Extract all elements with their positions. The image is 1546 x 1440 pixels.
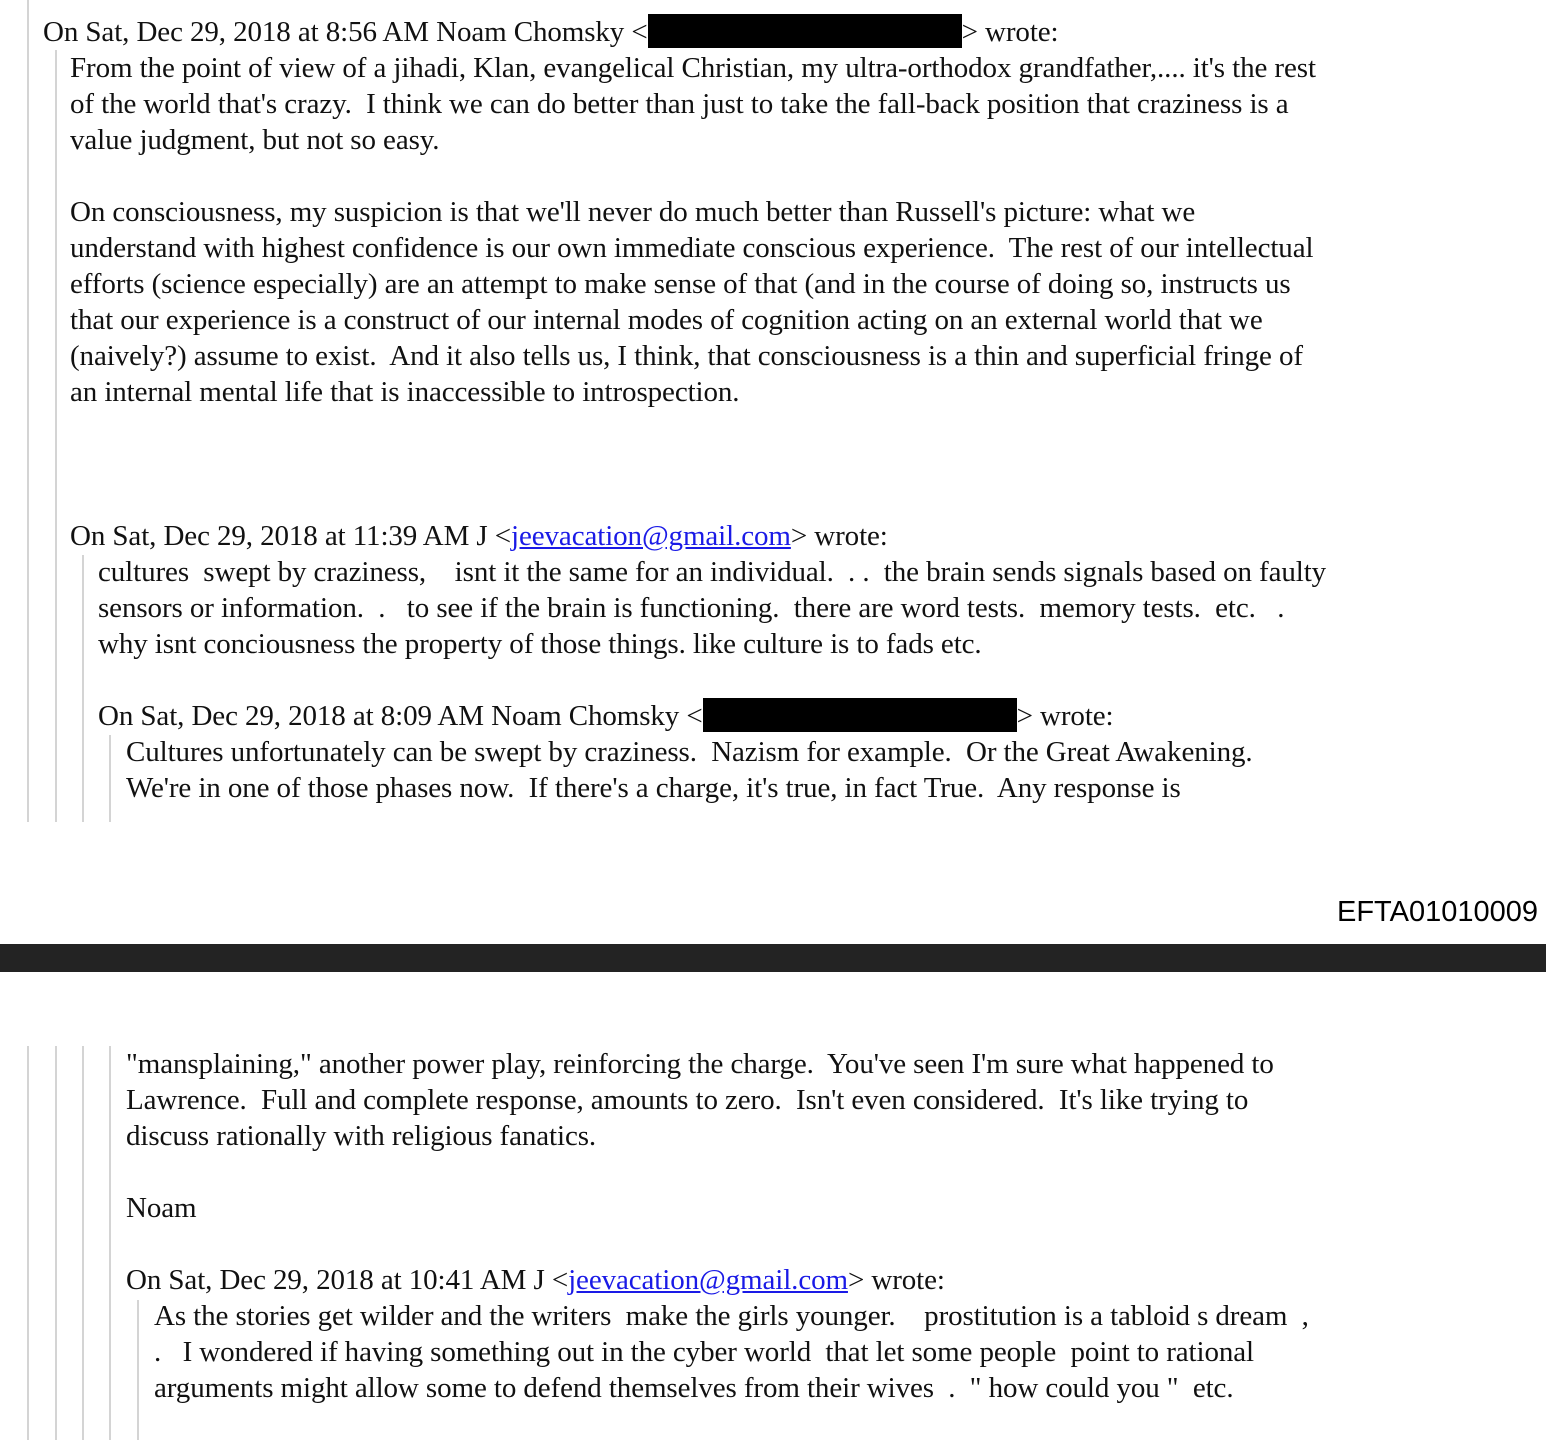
header-prefix: On Sat, Dec 29, 2018 at 11:39 AM J < <box>70 520 512 552</box>
body-line: value judgment, but not so easy. <box>70 124 440 156</box>
quote-bar <box>82 555 84 822</box>
body-line: an internal mental life that is inaccessible to introspection. <box>70 376 740 408</box>
header-prefix: On Sat, Dec 29, 2018 at 8:09 AM Noam Chomsky < <box>98 700 703 732</box>
body-line: discuss rationally with religious fanatics. <box>126 1120 597 1152</box>
redaction-box <box>648 14 962 48</box>
quote-bar <box>109 735 111 822</box>
body-line: cultures swept by craziness, isnt it the same for an individual. . . the brain sends signals based on faulty <box>98 556 1327 588</box>
body-line: understand with highest confidence is our own immediate conscious experience. The rest of our intellectual <box>70 232 1314 264</box>
quote-bar <box>55 1046 57 1440</box>
body-line: Lawrence. Full and complete response, amounts to zero. Isn't even considered. It's like trying to <box>126 1084 1249 1116</box>
body-line: We're in one of those phases now. If there's a charge, it's true, in fact True. Any response is <box>126 772 1181 804</box>
email-link[interactable]: jeevacation@gmail.com <box>568 1264 848 1296</box>
body-line: arguments might allow some to defend themselves from their wives . " how could you " etc. <box>154 1372 1234 1404</box>
header-suffix: > wrote: <box>1016 700 1114 732</box>
body-line: On consciousness, my suspicion is that we'll never do much better than Russell's picture: what we <box>70 196 1196 228</box>
quote-bar <box>27 0 29 822</box>
header-prefix: On Sat, Dec 29, 2018 at 10:41 AM J < <box>126 1264 569 1296</box>
quote-bar <box>82 1046 84 1440</box>
header-suffix: > wrote: <box>790 520 888 552</box>
signature: Noam <box>126 1192 197 1224</box>
body-line: From the point of view of a jihadi, Klan, evangelical Christian, my ultra-orthodox grandfather,.... it's the rest <box>70 52 1316 84</box>
header-suffix: > wrote: <box>847 1264 945 1296</box>
header-suffix: > wrote: <box>961 16 1059 48</box>
quote-bar <box>137 1300 139 1440</box>
quote-bar <box>55 50 57 822</box>
body-line: efforts (science especially) are an attempt to make sense of that (and in the course of doing so, instructs us <box>70 268 1291 300</box>
body-line: that our experience is a construct of our internal modes of cognition acting on an external world that we <box>70 304 1263 336</box>
email-header <box>126 1262 945 1298</box>
body-line: As the stories get wilder and the writers make the girls younger. prostitution is a tabloid s dream , <box>154 1300 1309 1332</box>
quote-bar <box>109 1046 111 1440</box>
body-line: why isnt conciousness the property of those things. like culture is to fads etc. <box>98 628 982 660</box>
bates-stamp: EFTA01010009 <box>1337 896 1538 928</box>
body-line: "mansplaining," another power play, reinforcing the charge. You've seen I'm sure what happened to <box>126 1048 1274 1080</box>
email-header <box>43 14 1059 50</box>
email-header <box>70 518 888 554</box>
email-link[interactable]: jeevacation@gmail.com <box>511 520 791 552</box>
quote-bar <box>27 1046 29 1440</box>
body-line: . I wondered if having something out in the cyber world that let some people point to rational <box>154 1336 1255 1368</box>
body-line: Cultures unfortunately can be swept by craziness. Nazism for example. Or the Great Awakening. <box>126 736 1253 768</box>
body-line: (naively?) assume to exist. And it also tells us, I think, that consciousness is a thin and superficial fringe of <box>70 340 1303 372</box>
body-line: sensors or information. . to see if the brain is functioning. there are word tests. memory tests. etc. . <box>98 592 1285 624</box>
redaction-box <box>703 698 1017 732</box>
email-header <box>98 698 1114 734</box>
body-line: of the world that's crazy. I think we can do better than just to take the fall-back position that craziness is a <box>70 88 1289 120</box>
page-separator <box>0 944 1546 972</box>
header-prefix: On Sat, Dec 29, 2018 at 8:56 AM Noam Chomsky < <box>43 16 648 48</box>
